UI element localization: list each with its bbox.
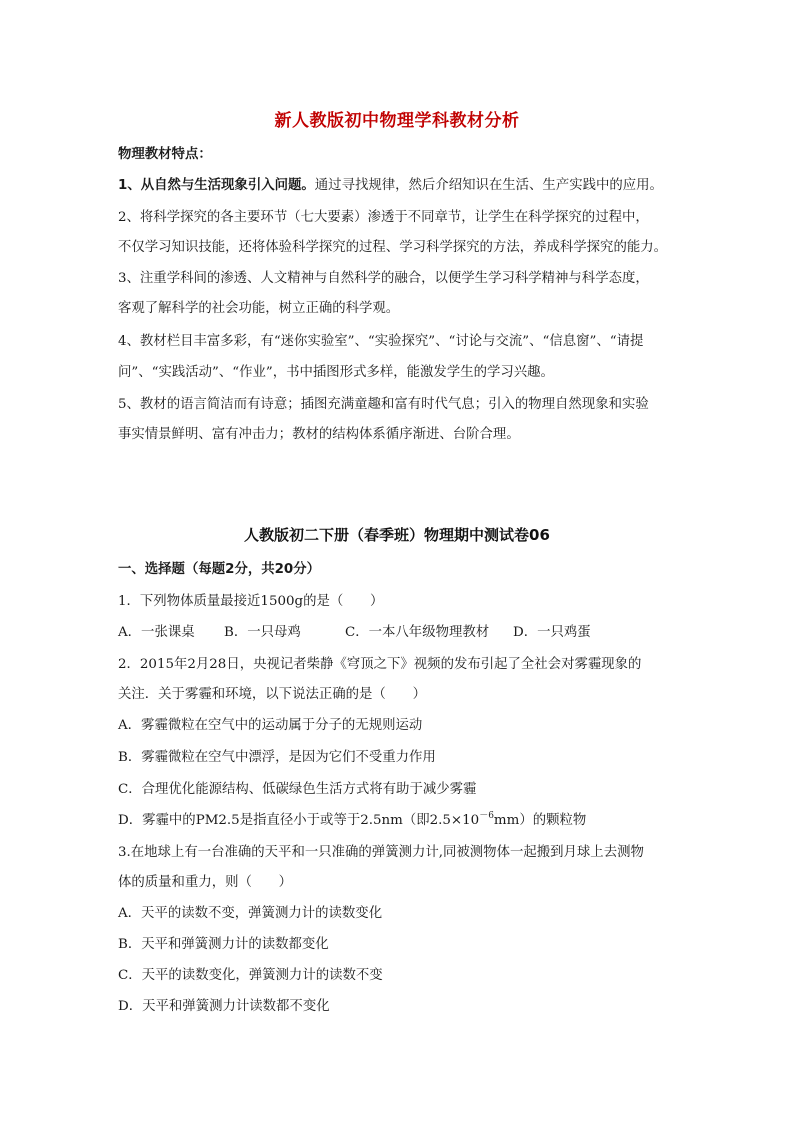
q3-option-b: B．天平和弹簧测力计的读数都变化: [118, 937, 329, 952]
feature-2-line-1: 2、将科学探究的各主要环节（七大要素）渗透于不同章节，让学生在科学探究的过程中，: [118, 210, 649, 225]
feature-4-line-1: 4、教材栏目丰富多彩，有“迷你实验室”、“实验探究”、“讨论与交流”、“信息窗”、“请提: [118, 334, 644, 349]
feature-5-line-2: 事实情景鲜明、富有冲击力；教材的结构体系循序渐进、台阶合理。: [118, 427, 520, 442]
q2-stem-line-2: 关注．关于雾霾和环境，以下说法正确的是（ ）: [118, 687, 426, 702]
q2-stem-line-1: 2．2015年2月28日，央视记者柴静《穹顶之下》视频的发布引起了全社会对雾霾现象的: [118, 657, 642, 672]
q3-stem-line-1: 3.在地球上有一台准确的天平和一只准确的弹簧测力计,同被测物体一起搬到月球上去测物: [118, 845, 644, 860]
q1-option-a: A．一张课桌: [118, 625, 195, 640]
q2-option-d-text: D．雾霾中的PM2.5是指直径小于或等于2.5nm（即2.5×10: [118, 813, 480, 828]
analysis-title: 新人教版初中物理学科教材分析: [274, 111, 520, 131]
features-heading: 物理教材特点：: [118, 147, 212, 162]
q3-option-d: D．天平和弹簧测力计读数都不变化: [118, 999, 330, 1014]
section-heading: 一、选择题（每题2分，共20分）: [118, 562, 321, 577]
q2-option-d-exponent: －6: [479, 810, 494, 821]
exam-title: 人教版初二下册（春季班）物理期中测试卷06: [244, 526, 550, 544]
feature-4-line-2: 问”、“实践活动”、“作业”，书中插图形式多样，能激发学生的学习兴趣。: [118, 365, 554, 380]
feature-2-line-2: 不仅学习知识技能，还将体验科学探究的过程、学习科学探究的方法，养成科学探究的能力。: [118, 240, 668, 255]
q1-option-d: D．一只鸡蛋: [513, 625, 591, 640]
feature-1-text: 通过寻找规律，然后介绍知识在生活、生产实践中的应用。: [314, 178, 663, 193]
feature-3-line-2: 客观了解科学的社会功能，树立正确的科学观。: [118, 301, 400, 316]
q2-option-d-tail: mm）的颗粒物: [493, 813, 587, 828]
feature-1-bold: 1、从自然与生活现象引入问题。: [118, 178, 315, 193]
feature-3-line-1: 3、注重学科间的渗透、人文精神与自然科学的融合，以便学生学习科学精神与科学态度，: [118, 271, 649, 286]
q2-option-c: C．合理优化能源结构、低碳绿色生活方式将有助于减少雾霾: [118, 782, 477, 797]
q3-option-c: C．天平的读数变化，弹簧测力计的读数不变: [118, 968, 383, 983]
q1-option-b: B．一只母鸡: [224, 625, 301, 640]
q2-option-b: B．雾霾微粒在空气中漂浮，是因为它们不受重力作用: [118, 750, 436, 765]
q2-option-d: [118, 812, 586, 830]
q3-option-a: A．天平的读数不变，弹簧测力计的读数变化: [118, 906, 383, 921]
q3-stem-line-2: 体的质量和重力，则（ ）: [118, 875, 293, 890]
q1-stem: 1．下列物体质量最接近1500g的是（ ）: [118, 594, 384, 609]
feature-1: [118, 177, 663, 195]
q1-options: [118, 624, 598, 642]
feature-5-line-1: 5、教材的语言简洁而有诗意；插图充满童趣和富有时代气息；引入的物理自然现象和实验: [118, 397, 649, 412]
q1-option-c: C．一本八年级物理教材: [345, 625, 490, 640]
q2-option-a: A．雾霾微粒在空气中的运动属于分子的无规则运动: [118, 718, 423, 733]
